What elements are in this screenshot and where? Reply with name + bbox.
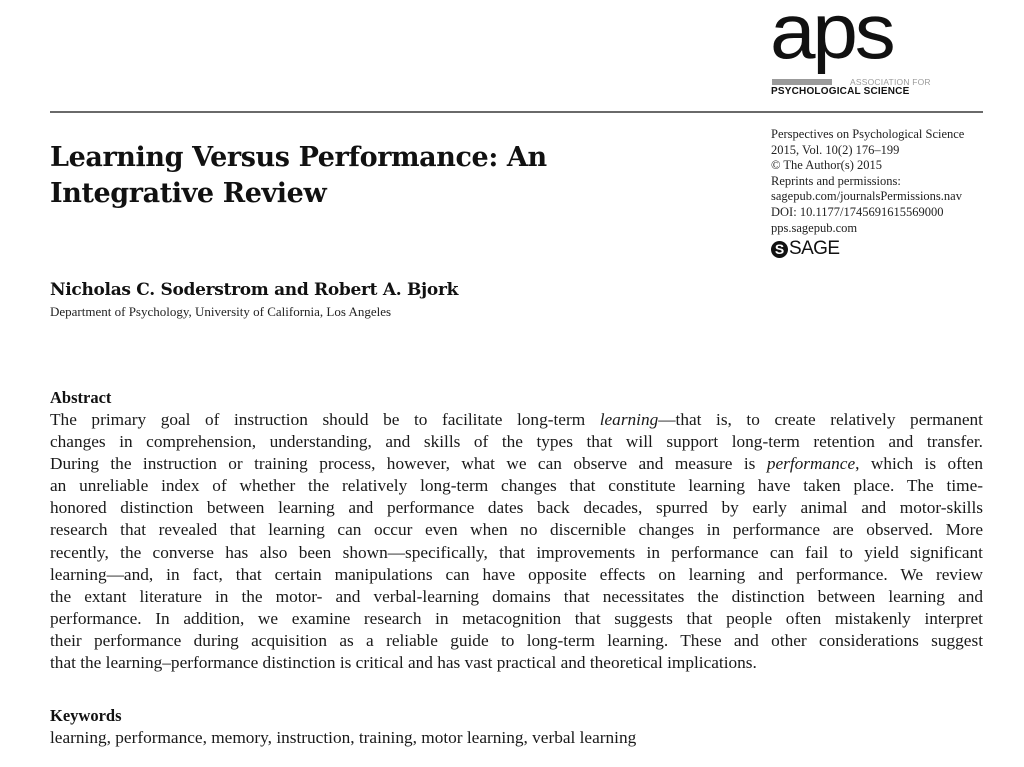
keywords-list: learning, performance, memory, instruction, training, motor learning, verbal learning: [50, 728, 637, 747]
abstract-text: the extant literature in the motor- and verbal-learning domains that necessitates the distinction between learning and: [50, 586, 983, 606]
abstract-text: , which is often: [855, 454, 983, 474]
abstract-text: learning—and, in fact, that certain manipulations can have opposite effects on learning and performance. We review: [50, 564, 983, 584]
abstract-line: [50, 475, 983, 497]
abstract-text: research that revealed that learning can occur even when no discernible changes in performance are observed. More: [50, 520, 983, 540]
sage-logo-text: SAGE: [789, 238, 840, 259]
abstract-line: [50, 542, 983, 564]
abstract-text: changes in comprehension, understanding, and skills of the types that will support long-term retention and transfer.: [50, 432, 983, 452]
abstract-text: The primary goal of instruction should be to facilitate long-term: [50, 410, 600, 429]
abstract-line: [50, 409, 983, 431]
abstract-text: —that is, to create relatively permanent: [658, 410, 983, 429]
abstract-line: [50, 453, 983, 475]
article-title: Learning Versus Performance: An Integrative Review: [50, 142, 547, 209]
emphasized-term: performance: [766, 454, 856, 474]
abstract-heading: Abstract: [50, 388, 112, 407]
abstract-text: that the learning–performance distinction is critical and has vast practical and theoretical implications.: [50, 653, 757, 673]
abstract-line: [50, 630, 983, 652]
aps-logo-letters: aps: [770, 0, 893, 75]
abstract-line: [50, 608, 983, 630]
abstract-body: [50, 409, 983, 674]
journal-meta: [771, 127, 1001, 236]
doi[interactable]: DOI: 10.1177/1745691615569000: [771, 204, 944, 219]
abstract-line: [50, 497, 983, 519]
authors: Nicholas C. Soderstrom and Robert A. Bjork: [50, 280, 459, 300]
reprints-label: Reprints and permissions:: [771, 173, 901, 188]
journal-site-link[interactable]: pps.sagepub.com: [771, 220, 858, 235]
abstract-text: an unreliable index of whether the relatively long-term changes that constitute learning have taken place. The time-: [50, 476, 983, 496]
abstract-line: [50, 519, 983, 541]
abstract-text: honored distinction between learning and performance dates back decades, spurred by early animal and motor-skills: [50, 498, 983, 518]
abstract-text: their performance during acquisition as a reliable guide to long-term learning. These and other considerations suggest: [50, 630, 983, 650]
emphasized-term: learning: [599, 410, 659, 429]
abstract-line: [50, 586, 983, 608]
abstract-line: [50, 652, 983, 674]
aps-logo-psychological-science: PSYCHOLOGICAL SCIENCE: [771, 86, 910, 97]
abstract-line: [50, 564, 983, 586]
aps-logo: [770, 0, 931, 98]
aps-logo-association: ASSOCIATION FOR: [850, 77, 931, 87]
copyright: © The Author(s) 2015: [771, 158, 882, 173]
abstract-text: recently, the converse has also been shown—specifically, that improvements in performance can fail to yield significant: [50, 542, 983, 562]
sage-s-circle-icon: S: [771, 241, 788, 258]
volume-info: 2015, Vol. 10(2) 176–199: [771, 142, 900, 157]
abstract-line: [50, 431, 983, 453]
header-divider: [50, 111, 983, 113]
reprints-link[interactable]: sagepub.com/journalsPermissions.nav: [771, 189, 962, 204]
aps-logo-bar: [772, 79, 832, 85]
abstract-text: performance. In addition, we examine research in metacognition that suggests that people often mistakenly interpret: [50, 608, 983, 628]
affiliation: Department of Psychology, University of California, Los Angeles: [50, 304, 392, 319]
abstract-text: During the instruction or training process, however, what we can observe and measure is: [50, 454, 767, 474]
keywords-heading: Keywords: [50, 706, 122, 725]
sage-logo: [771, 238, 839, 260]
journal-name: Perspectives on Psychological Science: [771, 127, 965, 141]
